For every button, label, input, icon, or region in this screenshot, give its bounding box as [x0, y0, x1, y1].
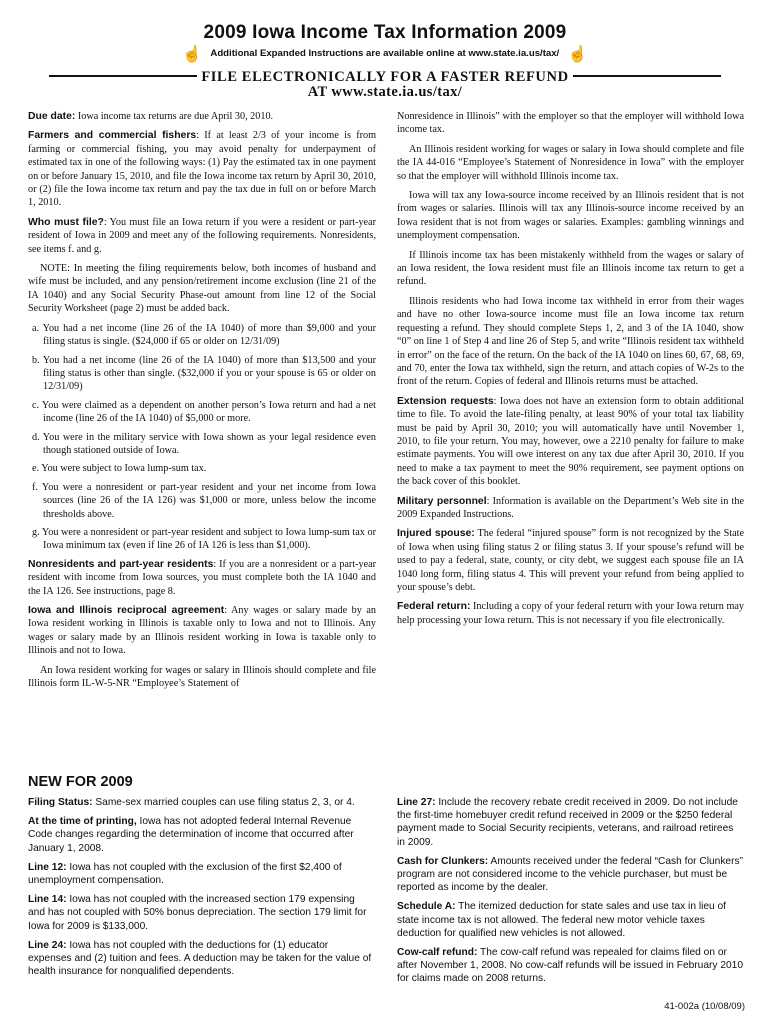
new-item-heading: Filing Status:	[28, 797, 93, 808]
due-date-heading: Due date:	[28, 111, 76, 122]
new-item-heading: Line 12:	[28, 861, 67, 873]
subtitle: Additional Expanded Instructions are available online at www.state.ia.us/tax/	[210, 48, 560, 59]
new-item-text: Iowa has not coupled with the deductions for (1) educator expenses and (2) tuition and fees. A deduction may be taken for the value of health insurance for nonqualified dependents.	[28, 939, 372, 978]
extension-heading: Extension requests	[397, 395, 494, 407]
page-title: 2009 Iowa Income Tax Information 2009	[203, 22, 567, 43]
pointing-hand-icon: ☝	[567, 46, 588, 63]
form-id: 41-002a (10/08/09)	[664, 1001, 745, 1012]
divider	[49, 75, 197, 77]
divider	[573, 75, 721, 77]
new-item-heading: Line 24:	[28, 939, 67, 951]
federal-return-text: Including a copy of your federal return with your Iowa return may help processing your Iowa return. This is not necessary if you file electronically.	[397, 601, 744, 626]
new-item	[397, 796, 743, 849]
subtitle-row	[0, 44, 770, 64]
military-paragraph	[397, 495, 744, 522]
injured-spouse-heading: Injured spouse:	[397, 528, 475, 540]
new-item-heading: Cow-calf refund:	[397, 947, 478, 959]
reciprocal-text: : Any wages or salary made by an Iowa resident working in Illinois is taxable only to Iowa and not to Illinois. Any wages or salary made by an Illinois resident working in Iowa is taxable only to Illinois and not to Iowa.	[28, 605, 376, 657]
list-item: f. You were a nonresident or part-year resident and your net income from Iowa sources (line 26 of the IA 126) was $1,000 or more, unless below the income thresholds above.	[32, 481, 376, 520]
new-item	[28, 893, 373, 933]
military-text: : Information is available on the Department’s Web site in the 2009 Expanded Instructions.	[397, 495, 745, 520]
continuation-paragraph: Nonresidence in Illinois” with the employer so that the employer will withhold Iowa income tax.	[397, 111, 744, 136]
nonresidents-heading: Nonresidents and part-year residents	[28, 558, 214, 570]
new-for-2009-heading: NEW FOR 2009	[28, 774, 133, 790]
new-item	[397, 900, 743, 940]
pointing-hand-icon: ☝	[182, 46, 203, 63]
new-item-heading: Schedule A:	[397, 901, 456, 913]
new-item	[28, 939, 373, 979]
new-item-heading: At the time of printing,	[28, 816, 137, 828]
nonresidents-text: : If you are a nonresident or a part-year resident with income from Iowa sources, you must complete both the IA 1040 and the IA 126. See instructions, page 8.	[28, 558, 377, 597]
file-line-2: AT www.state.ia.us/tax/	[307, 84, 463, 100]
extension-paragraph	[397, 395, 744, 489]
due-date-paragraph	[28, 110, 376, 123]
new-item-text: Iowa has not adopted federal Internal Revenue Code changes regarding the determination of income that occurred after January 1, 2008.	[28, 816, 354, 854]
new-item-text: Amounts received under the federal “Cash for Clunkers” program are not considered income to the vehicle purchaser, but must be reported as income by the dealer.	[397, 855, 743, 894]
list-item: a. You had a net income (line 26 of the IA 1040) of more than $9,000 and your filing status is single. ($24,000 if 65 or older on 12/31/09)	[32, 322, 376, 348]
injured-spouse-paragraph	[397, 527, 744, 594]
right-column	[397, 110, 744, 633]
federal-return-heading: Federal return:	[397, 601, 471, 613]
new-item-text: The itemized deduction for state sales and use tax in lieu of state income tax is not allowed. The federal new motor vehicle taxes deduction for qualified new vehicles is not allowed.	[397, 901, 727, 939]
military-heading: Military personnel	[397, 495, 487, 507]
new-item	[397, 946, 743, 986]
list-item: b. You had a net income (line 26 of the IA 1040) of more than $13,500 and your filing status is other than single. ($32,000 if you or your spouse is 65 or older on 12/31/09)	[32, 354, 376, 393]
new-item-text: Iowa has not coupled with the exclusion of the first $2,400 of unemployment compensation.	[28, 861, 342, 887]
nonresidents-paragraph	[28, 558, 376, 598]
reciprocal-heading: Iowa and Illinois reciprocal agreement	[28, 605, 225, 616]
list-item: c. You were claimed as a dependent on another person’s Iowa return and had a net income (line 26 of the IA 1040) of $5,000 or more.	[32, 399, 376, 425]
iowa-resident-paragraph: An Iowa resident working for wages or salary in Illinois should complete and file Illinois form IL-W-5-NR “Employee’s Statement of	[28, 664, 376, 690]
iowa-tax-paragraph: Iowa will tax any Iowa-source income received by an Illinois resident that is not from wages or salaries. Illinois will tax any Illinois-source income received by an Iowa resident that is not from wages or salaries. Examples: gambling winnings and unemployment compensation.	[397, 190, 744, 242]
farmers-paragraph	[28, 129, 376, 209]
note-paragraph: NOTE: In meeting the filing requirements below, both incomes of husband and wife must be included, and any pension/retirement income exclusion (line 21 of the IA 1040) and any Social Security Phase-out amount from line 12 of the Social Security Worksheet (page 2) must be added back.	[28, 263, 376, 315]
new-item-heading: Line 27:	[397, 797, 436, 808]
who-must-file-paragraph	[28, 216, 376, 256]
new-item	[28, 796, 373, 809]
who-must-file-text: : You must file an Iowa return if you were a resident or part-year resident of Iowa in 2009 and meet any of the following requirements. Nonresidents, see items f. and g.	[28, 216, 376, 255]
farmers-heading: Farmers and commercial fishers	[28, 130, 197, 142]
new-item-text: The cow-calf refund was repealed for claims filed on or after November 1, 2008. No cow-calf refunds will be issued in February 2010 for claims made on 2008 returns.	[397, 947, 743, 985]
new-item	[28, 815, 373, 855]
illinois-withheld-paragraph: Illinois residents who had Iowa income tax withheld in error from their wages and have no other Iowa-source income must file an Iowa income tax return requesting a refund. They should complete Steps 1, 2, and 3 of the IA 1040, show “0” on line 1 of Step 4 and line 26 of Step 5, and write “Illinois resident tax withheld in error” on the face of the return. On the back of the IA 1040 on lines 60, 67, 68, 69, and 70, enter the Iowa tax withheld, sign the return, and attach copies of W-2s to the front of the return. Copies of federal and Illinois returns must be attached.	[397, 295, 744, 388]
federal-return-paragraph	[397, 600, 744, 627]
new-item-heading: Cash for Clunkers:	[397, 855, 489, 867]
file-line-1: FILE ELECTRONICALLY FOR A FASTER REFUND	[201, 69, 569, 85]
reciprocal-paragraph	[28, 604, 376, 658]
new-item-text: Same-sex married couples can use filing status 2, 3, or 4.	[92, 797, 355, 808]
list-item: e. You were subject to Iowa lump-sum tax.	[32, 463, 207, 475]
list-item: g. You were a nonresident or part-year resident and subject to Iowa lump-sum tax or Iowa minimum tax (even if line 26 of IA 126 is less than $1,000).	[32, 526, 376, 552]
due-date-text: Iowa income tax returns are due April 30, 2010.	[75, 111, 274, 122]
new-item	[28, 861, 373, 887]
new-item-text: Iowa has not coupled with the increased section 179 expensing and has not coupled with 50% bonus depreciation. The section 179 limit for Iowa for 2009 is $133,000.	[28, 894, 367, 932]
extension-text: : Iowa does not have an extension form to obtain additional time to file. To avoid the late-filing penalty, at least 90% of your total tax liability must be paid by April 30, 2010; you will automatically have until November 1, 2010, to file your return. You may, however, owe a 2210 penalty for failure to make estimate payments. You will owe interest on any tax due after April 30, 2010. If you need to make a tax payment to meet the 90% requirement, see payment options on the back cover of this booklet.	[397, 395, 744, 488]
new-item-text: Include the recovery rebate credit received in 2009. Do not include the first-time homebuyer credit refund received in 2009 or the $250 federal payment made to Social Security recipients, veterans, and railroad retirees in 2009.	[397, 797, 738, 848]
mistaken-withholding-paragraph: If Illinois income tax has been mistakenly withheld from the wages or salary of an Iowa resident, the Iowa resident must file an Illinois income tax return to get a refund.	[397, 249, 744, 288]
farmers-text: : If at least 2/3 of your income is from farming or commercial fishing, you may avoid penalty for underpayment of estimated tax in one of the following ways: (1) Pay the estimated tax in one payment on or before January 15, 2010, and file the Iowa income tax return by April 30, 2010, or (2) file the Iowa income tax return and pay the tax due in full on or before March 1, 2010.	[28, 130, 376, 209]
left-column	[28, 110, 376, 696]
new-left-column	[28, 796, 373, 984]
injured-spouse-text: The federal “injured spouse” form is not recognized by the State of Iowa when using filing status 2 or filing status 3. If your spouse’s refund will be used to pay a federal, state, county, or city debt, we suggest each spouse file an IA 1040 long form, filing status 4. This will prevent your refund from being applied to your spouse’s debt.	[397, 528, 744, 593]
who-must-file-heading: Who must file?	[28, 216, 104, 228]
new-right-column	[397, 796, 743, 992]
new-item-heading: Line 14:	[28, 894, 67, 906]
new-item	[397, 855, 743, 895]
illinois-resident-paragraph: An Illinois resident working for wages or salary in Iowa should complete and file the IA 44-016 “Employee’s Statement of Nonresidence in Iowa” with the employer so that the employer will withhold Illinois income tax.	[397, 143, 744, 182]
list-item: d. You were in the military service with Iowa shown as your legal residence even though stationed outside of Iowa.	[32, 431, 376, 456]
